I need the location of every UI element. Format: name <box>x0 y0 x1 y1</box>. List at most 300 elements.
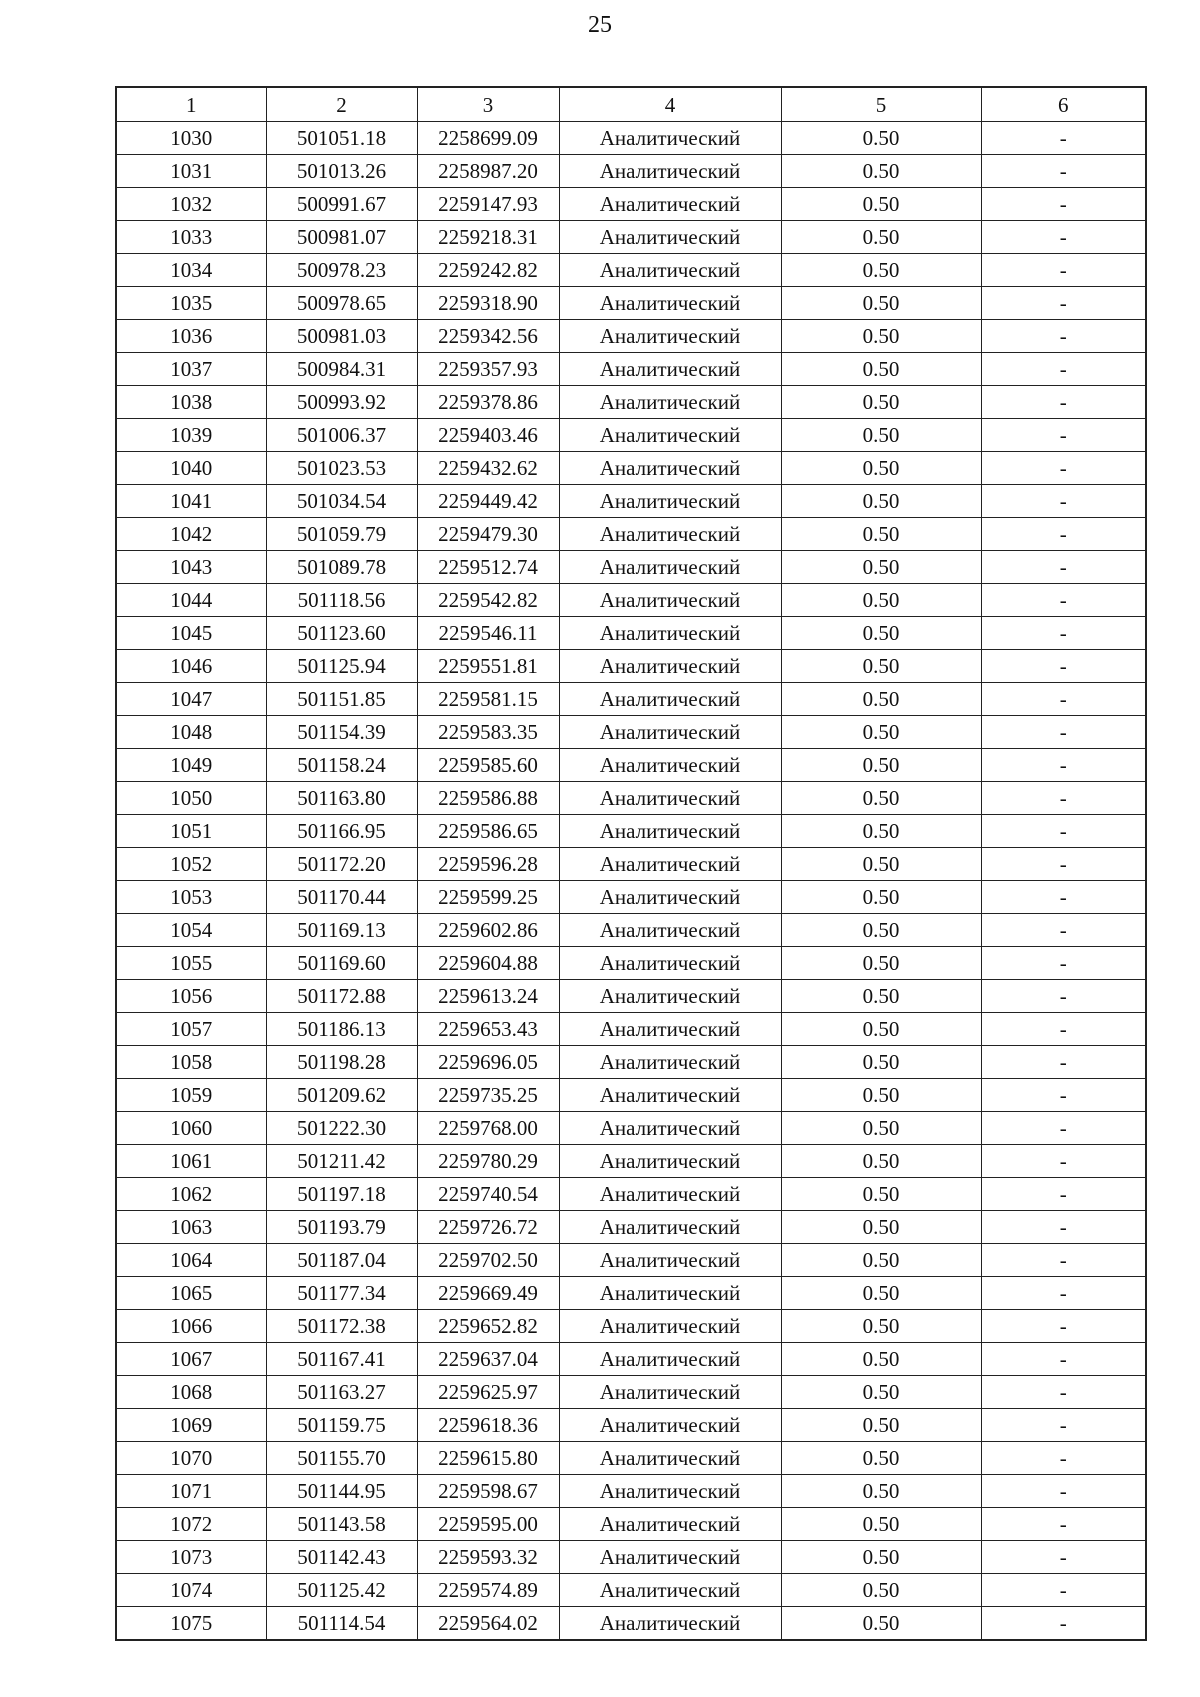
method-cell: Аналитический <box>559 1112 781 1145</box>
method-cell: Аналитический <box>559 1442 781 1475</box>
method-cell: Аналитический <box>559 881 781 914</box>
error-cell: 0.50 <box>781 782 981 815</box>
method-cell: Аналитический <box>559 1541 781 1574</box>
method-cell: Аналитический <box>559 1409 781 1442</box>
table-row <box>116 584 1146 617</box>
point-number-cell: 1034 <box>116 254 266 287</box>
x-coordinate-cell: 501125.42 <box>266 1574 417 1607</box>
x-coordinate-cell: 500978.65 <box>266 287 417 320</box>
error-cell: 0.50 <box>781 1343 981 1376</box>
x-coordinate-cell: 501172.20 <box>266 848 417 881</box>
note-cell: - <box>981 419 1146 452</box>
x-coordinate-cell: 500981.03 <box>266 320 417 353</box>
error-cell: 0.50 <box>781 1277 981 1310</box>
method-cell: Аналитический <box>559 650 781 683</box>
y-coordinate-cell: 2259449.42 <box>417 485 559 518</box>
note-cell: - <box>981 1178 1146 1211</box>
table-row <box>116 1442 1146 1475</box>
point-number-cell: 1058 <box>116 1046 266 1079</box>
method-cell: Аналитический <box>559 617 781 650</box>
note-cell: - <box>981 1277 1146 1310</box>
error-cell: 0.50 <box>781 1178 981 1211</box>
y-coordinate-cell: 2259615.80 <box>417 1442 559 1475</box>
error-cell: 0.50 <box>781 1442 981 1475</box>
table-row <box>116 122 1146 155</box>
table-row <box>116 1376 1146 1409</box>
y-coordinate-cell: 2259242.82 <box>417 254 559 287</box>
method-cell: Аналитический <box>559 716 781 749</box>
table-row <box>116 716 1146 749</box>
x-coordinate-cell: 501209.62 <box>266 1079 417 1112</box>
x-coordinate-cell: 501193.79 <box>266 1211 417 1244</box>
note-cell: - <box>981 881 1146 914</box>
method-cell: Аналитический <box>559 1574 781 1607</box>
error-cell: 0.50 <box>781 914 981 947</box>
method-cell: Аналитический <box>559 848 781 881</box>
point-number-cell: 1054 <box>116 914 266 947</box>
note-cell: - <box>981 749 1146 782</box>
method-cell: Аналитический <box>559 188 781 221</box>
error-cell: 0.50 <box>781 1475 981 1508</box>
error-cell: 0.50 <box>781 1013 981 1046</box>
method-cell: Аналитический <box>559 452 781 485</box>
method-cell: Аналитический <box>559 1310 781 1343</box>
point-number-cell: 1037 <box>116 353 266 386</box>
method-cell: Аналитический <box>559 1607 781 1641</box>
point-number-cell: 1066 <box>116 1310 266 1343</box>
method-cell: Аналитический <box>559 1343 781 1376</box>
y-coordinate-cell: 2259726.72 <box>417 1211 559 1244</box>
column-header: 3 <box>417 87 559 122</box>
y-coordinate-cell: 2259551.81 <box>417 650 559 683</box>
method-cell: Аналитический <box>559 122 781 155</box>
y-coordinate-cell: 2259574.89 <box>417 1574 559 1607</box>
x-coordinate-cell: 501186.13 <box>266 1013 417 1046</box>
note-cell: - <box>981 815 1146 848</box>
point-number-cell: 1030 <box>116 122 266 155</box>
method-cell: Аналитический <box>559 485 781 518</box>
error-cell: 0.50 <box>781 1079 981 1112</box>
column-header: 2 <box>266 87 417 122</box>
method-cell: Аналитический <box>559 155 781 188</box>
x-coordinate-cell: 501198.28 <box>266 1046 417 1079</box>
point-number-cell: 1051 <box>116 815 266 848</box>
method-cell: Аналитический <box>559 419 781 452</box>
point-number-cell: 1033 <box>116 221 266 254</box>
point-number-cell: 1035 <box>116 287 266 320</box>
x-coordinate-cell: 501123.60 <box>266 617 417 650</box>
method-cell: Аналитический <box>559 815 781 848</box>
y-coordinate-cell: 2259378.86 <box>417 386 559 419</box>
table-header <box>116 87 1146 122</box>
y-coordinate-cell: 2259318.90 <box>417 287 559 320</box>
error-cell: 0.50 <box>781 815 981 848</box>
note-cell: - <box>981 452 1146 485</box>
note-cell: - <box>981 1244 1146 1277</box>
note-cell: - <box>981 485 1146 518</box>
y-coordinate-cell: 2259218.31 <box>417 221 559 254</box>
y-coordinate-cell: 2259403.46 <box>417 419 559 452</box>
y-coordinate-cell: 2259735.25 <box>417 1079 559 1112</box>
note-cell: - <box>981 1376 1146 1409</box>
note-cell: - <box>981 287 1146 320</box>
point-number-cell: 1039 <box>116 419 266 452</box>
column-header: 5 <box>781 87 981 122</box>
x-coordinate-cell: 501125.94 <box>266 650 417 683</box>
x-coordinate-cell: 500991.67 <box>266 188 417 221</box>
error-cell: 0.50 <box>781 485 981 518</box>
error-cell: 0.50 <box>781 617 981 650</box>
error-cell: 0.50 <box>781 881 981 914</box>
method-cell: Аналитический <box>559 287 781 320</box>
method-cell: Аналитический <box>559 980 781 1013</box>
point-number-cell: 1073 <box>116 1541 266 1574</box>
y-coordinate-cell: 2259357.93 <box>417 353 559 386</box>
point-number-cell: 1062 <box>116 1178 266 1211</box>
table-row <box>116 617 1146 650</box>
y-coordinate-cell: 2259512.74 <box>417 551 559 584</box>
error-cell: 0.50 <box>781 122 981 155</box>
point-number-cell: 1048 <box>116 716 266 749</box>
x-coordinate-cell: 501163.27 <box>266 1376 417 1409</box>
x-coordinate-cell: 501118.56 <box>266 584 417 617</box>
table-row <box>116 1046 1146 1079</box>
x-coordinate-cell: 501051.18 <box>266 122 417 155</box>
x-coordinate-cell: 500993.92 <box>266 386 417 419</box>
y-coordinate-cell: 2259586.88 <box>417 782 559 815</box>
y-coordinate-cell: 2259740.54 <box>417 1178 559 1211</box>
note-cell: - <box>981 914 1146 947</box>
point-number-cell: 1060 <box>116 1112 266 1145</box>
note-cell: - <box>981 1013 1146 1046</box>
note-cell: - <box>981 716 1146 749</box>
error-cell: 0.50 <box>781 386 981 419</box>
note-cell: - <box>981 1079 1146 1112</box>
x-coordinate-cell: 501155.70 <box>266 1442 417 1475</box>
y-coordinate-cell: 2259595.00 <box>417 1508 559 1541</box>
y-coordinate-cell: 2259542.82 <box>417 584 559 617</box>
method-cell: Аналитический <box>559 1079 781 1112</box>
table-row <box>116 947 1146 980</box>
table-row <box>116 1112 1146 1145</box>
y-coordinate-cell: 2258987.20 <box>417 155 559 188</box>
x-coordinate-cell: 501158.24 <box>266 749 417 782</box>
x-coordinate-cell: 501114.54 <box>266 1607 417 1641</box>
y-coordinate-cell: 2259653.43 <box>417 1013 559 1046</box>
point-number-cell: 1070 <box>116 1442 266 1475</box>
note-cell: - <box>981 1607 1146 1641</box>
point-number-cell: 1061 <box>116 1145 266 1178</box>
y-coordinate-cell: 2259768.00 <box>417 1112 559 1145</box>
table-row <box>116 1409 1146 1442</box>
table-row <box>116 1508 1146 1541</box>
method-cell: Аналитический <box>559 1277 781 1310</box>
point-number-cell: 1072 <box>116 1508 266 1541</box>
point-number-cell: 1050 <box>116 782 266 815</box>
error-cell: 0.50 <box>781 518 981 551</box>
x-coordinate-cell: 500981.07 <box>266 221 417 254</box>
error-cell: 0.50 <box>781 1244 981 1277</box>
y-coordinate-cell: 2259546.11 <box>417 617 559 650</box>
y-coordinate-cell: 2259702.50 <box>417 1244 559 1277</box>
table-body <box>116 122 1146 1641</box>
x-coordinate-cell: 501163.80 <box>266 782 417 815</box>
error-cell: 0.50 <box>781 452 981 485</box>
note-cell: - <box>981 188 1146 221</box>
note-cell: - <box>981 1343 1146 1376</box>
note-cell: - <box>981 782 1146 815</box>
table-row <box>116 1541 1146 1574</box>
note-cell: - <box>981 947 1146 980</box>
error-cell: 0.50 <box>781 584 981 617</box>
point-number-cell: 1067 <box>116 1343 266 1376</box>
point-number-cell: 1041 <box>116 485 266 518</box>
method-cell: Аналитический <box>559 320 781 353</box>
method-cell: Аналитический <box>559 683 781 716</box>
table-row <box>116 1277 1146 1310</box>
table-row <box>116 1079 1146 1112</box>
table-row <box>116 320 1146 353</box>
error-cell: 0.50 <box>781 353 981 386</box>
table-row <box>116 1145 1146 1178</box>
error-cell: 0.50 <box>781 947 981 980</box>
method-cell: Аналитический <box>559 1475 781 1508</box>
method-cell: Аналитический <box>559 551 781 584</box>
x-coordinate-cell: 501151.85 <box>266 683 417 716</box>
x-coordinate-cell: 501177.34 <box>266 1277 417 1310</box>
y-coordinate-cell: 2259696.05 <box>417 1046 559 1079</box>
y-coordinate-cell: 2259479.30 <box>417 518 559 551</box>
method-cell: Аналитический <box>559 749 781 782</box>
point-number-cell: 1044 <box>116 584 266 617</box>
table-row <box>116 485 1146 518</box>
point-number-cell: 1047 <box>116 683 266 716</box>
error-cell: 0.50 <box>781 287 981 320</box>
y-coordinate-cell: 2259637.04 <box>417 1343 559 1376</box>
note-cell: - <box>981 683 1146 716</box>
error-cell: 0.50 <box>781 1310 981 1343</box>
page-number: 25 <box>588 12 612 38</box>
y-coordinate-cell: 2259598.67 <box>417 1475 559 1508</box>
point-number-cell: 1056 <box>116 980 266 1013</box>
table-row <box>116 1607 1146 1641</box>
coordinates-table <box>115 86 1147 1641</box>
table-row <box>116 914 1146 947</box>
error-cell: 0.50 <box>781 1211 981 1244</box>
point-number-cell: 1031 <box>116 155 266 188</box>
error-cell: 0.50 <box>781 551 981 584</box>
table-row <box>116 254 1146 287</box>
point-number-cell: 1057 <box>116 1013 266 1046</box>
table-row <box>116 815 1146 848</box>
point-number-cell: 1069 <box>116 1409 266 1442</box>
point-number-cell: 1065 <box>116 1277 266 1310</box>
y-coordinate-cell: 2259652.82 <box>417 1310 559 1343</box>
x-coordinate-cell: 501169.60 <box>266 947 417 980</box>
point-number-cell: 1049 <box>116 749 266 782</box>
y-coordinate-cell: 2259342.56 <box>417 320 559 353</box>
y-coordinate-cell: 2259147.93 <box>417 188 559 221</box>
y-coordinate-cell: 2259564.02 <box>417 1607 559 1641</box>
error-cell: 0.50 <box>781 188 981 221</box>
x-coordinate-cell: 501167.41 <box>266 1343 417 1376</box>
x-coordinate-cell: 501170.44 <box>266 881 417 914</box>
y-coordinate-cell: 2259599.25 <box>417 881 559 914</box>
method-cell: Аналитический <box>559 1145 781 1178</box>
note-cell: - <box>981 1508 1146 1541</box>
column-header: 6 <box>981 87 1146 122</box>
x-coordinate-cell: 501166.95 <box>266 815 417 848</box>
y-coordinate-cell: 2259583.35 <box>417 716 559 749</box>
table-row <box>116 188 1146 221</box>
note-cell: - <box>981 254 1146 287</box>
error-cell: 0.50 <box>781 1541 981 1574</box>
note-cell: - <box>981 980 1146 1013</box>
error-cell: 0.50 <box>781 749 981 782</box>
x-coordinate-cell: 501159.75 <box>266 1409 417 1442</box>
table-row <box>116 1343 1146 1376</box>
x-coordinate-cell: 501172.88 <box>266 980 417 1013</box>
error-cell: 0.50 <box>781 1046 981 1079</box>
note-cell: - <box>981 1046 1146 1079</box>
note-cell: - <box>981 650 1146 683</box>
point-number-cell: 1064 <box>116 1244 266 1277</box>
error-cell: 0.50 <box>781 650 981 683</box>
x-coordinate-cell: 501222.30 <box>266 1112 417 1145</box>
method-cell: Аналитический <box>559 1013 781 1046</box>
error-cell: 0.50 <box>781 320 981 353</box>
table-row <box>116 848 1146 881</box>
x-coordinate-cell: 501187.04 <box>266 1244 417 1277</box>
error-cell: 0.50 <box>781 848 981 881</box>
table-row <box>116 221 1146 254</box>
method-cell: Аналитический <box>559 1211 781 1244</box>
y-coordinate-cell: 2259581.15 <box>417 683 559 716</box>
error-cell: 0.50 <box>781 1409 981 1442</box>
error-cell: 0.50 <box>781 980 981 1013</box>
table-row <box>116 749 1146 782</box>
column-header: 4 <box>559 87 781 122</box>
method-cell: Аналитический <box>559 353 781 386</box>
y-coordinate-cell: 2258699.09 <box>417 122 559 155</box>
x-coordinate-cell: 501143.58 <box>266 1508 417 1541</box>
note-cell: - <box>981 1541 1146 1574</box>
point-number-cell: 1036 <box>116 320 266 353</box>
point-number-cell: 1055 <box>116 947 266 980</box>
table-row <box>116 1013 1146 1046</box>
y-coordinate-cell: 2259593.32 <box>417 1541 559 1574</box>
point-number-cell: 1032 <box>116 188 266 221</box>
table-row <box>116 1310 1146 1343</box>
x-coordinate-cell: 501154.39 <box>266 716 417 749</box>
note-cell: - <box>981 518 1146 551</box>
error-cell: 0.50 <box>781 1508 981 1541</box>
y-coordinate-cell: 2259613.24 <box>417 980 559 1013</box>
x-coordinate-cell: 501211.42 <box>266 1145 417 1178</box>
method-cell: Аналитический <box>559 584 781 617</box>
table-row <box>116 881 1146 914</box>
table-row <box>116 155 1146 188</box>
x-coordinate-cell: 501172.38 <box>266 1310 417 1343</box>
x-coordinate-cell: 501013.26 <box>266 155 417 188</box>
y-coordinate-cell: 2259596.28 <box>417 848 559 881</box>
error-cell: 0.50 <box>781 155 981 188</box>
error-cell: 0.50 <box>781 1607 981 1641</box>
x-coordinate-cell: 500984.31 <box>266 353 417 386</box>
y-coordinate-cell: 2259604.88 <box>417 947 559 980</box>
table-row <box>116 1211 1146 1244</box>
y-coordinate-cell: 2259585.60 <box>417 749 559 782</box>
error-cell: 0.50 <box>781 1574 981 1607</box>
table-row <box>116 683 1146 716</box>
note-cell: - <box>981 848 1146 881</box>
note-cell: - <box>981 551 1146 584</box>
point-number-cell: 1042 <box>116 518 266 551</box>
method-cell: Аналитический <box>559 221 781 254</box>
y-coordinate-cell: 2259780.29 <box>417 1145 559 1178</box>
table-row <box>116 1244 1146 1277</box>
note-cell: - <box>981 1574 1146 1607</box>
note-cell: - <box>981 1475 1146 1508</box>
point-number-cell: 1053 <box>116 881 266 914</box>
point-number-cell: 1038 <box>116 386 266 419</box>
point-number-cell: 1045 <box>116 617 266 650</box>
x-coordinate-cell: 501059.79 <box>266 518 417 551</box>
table-row <box>116 980 1146 1013</box>
method-cell: Аналитический <box>559 1046 781 1079</box>
note-cell: - <box>981 1442 1146 1475</box>
table-row <box>116 650 1146 683</box>
y-coordinate-cell: 2259586.65 <box>417 815 559 848</box>
table-row <box>116 353 1146 386</box>
y-coordinate-cell: 2259669.49 <box>417 1277 559 1310</box>
point-number-cell: 1043 <box>116 551 266 584</box>
x-coordinate-cell: 501089.78 <box>266 551 417 584</box>
x-coordinate-cell: 501142.43 <box>266 1541 417 1574</box>
x-coordinate-cell: 501197.18 <box>266 1178 417 1211</box>
note-cell: - <box>981 584 1146 617</box>
error-cell: 0.50 <box>781 683 981 716</box>
table-row <box>116 518 1146 551</box>
y-coordinate-cell: 2259432.62 <box>417 452 559 485</box>
method-cell: Аналитический <box>559 1508 781 1541</box>
y-coordinate-cell: 2259618.36 <box>417 1409 559 1442</box>
error-cell: 0.50 <box>781 419 981 452</box>
note-cell: - <box>981 1211 1146 1244</box>
table-row <box>116 1574 1146 1607</box>
error-cell: 0.50 <box>781 221 981 254</box>
table-row <box>116 1178 1146 1211</box>
note-cell: - <box>981 617 1146 650</box>
method-cell: Аналитический <box>559 1244 781 1277</box>
note-cell: - <box>981 386 1146 419</box>
note-cell: - <box>981 1310 1146 1343</box>
table-row <box>116 782 1146 815</box>
y-coordinate-cell: 2259602.86 <box>417 914 559 947</box>
method-cell: Аналитический <box>559 386 781 419</box>
x-coordinate-cell: 501023.53 <box>266 452 417 485</box>
point-number-cell: 1040 <box>116 452 266 485</box>
point-number-cell: 1074 <box>116 1574 266 1607</box>
error-cell: 0.50 <box>781 1112 981 1145</box>
error-cell: 0.50 <box>781 716 981 749</box>
method-cell: Аналитический <box>559 1376 781 1409</box>
point-number-cell: 1071 <box>116 1475 266 1508</box>
note-cell: - <box>981 221 1146 254</box>
note-cell: - <box>981 1409 1146 1442</box>
note-cell: - <box>981 155 1146 188</box>
point-number-cell: 1046 <box>116 650 266 683</box>
